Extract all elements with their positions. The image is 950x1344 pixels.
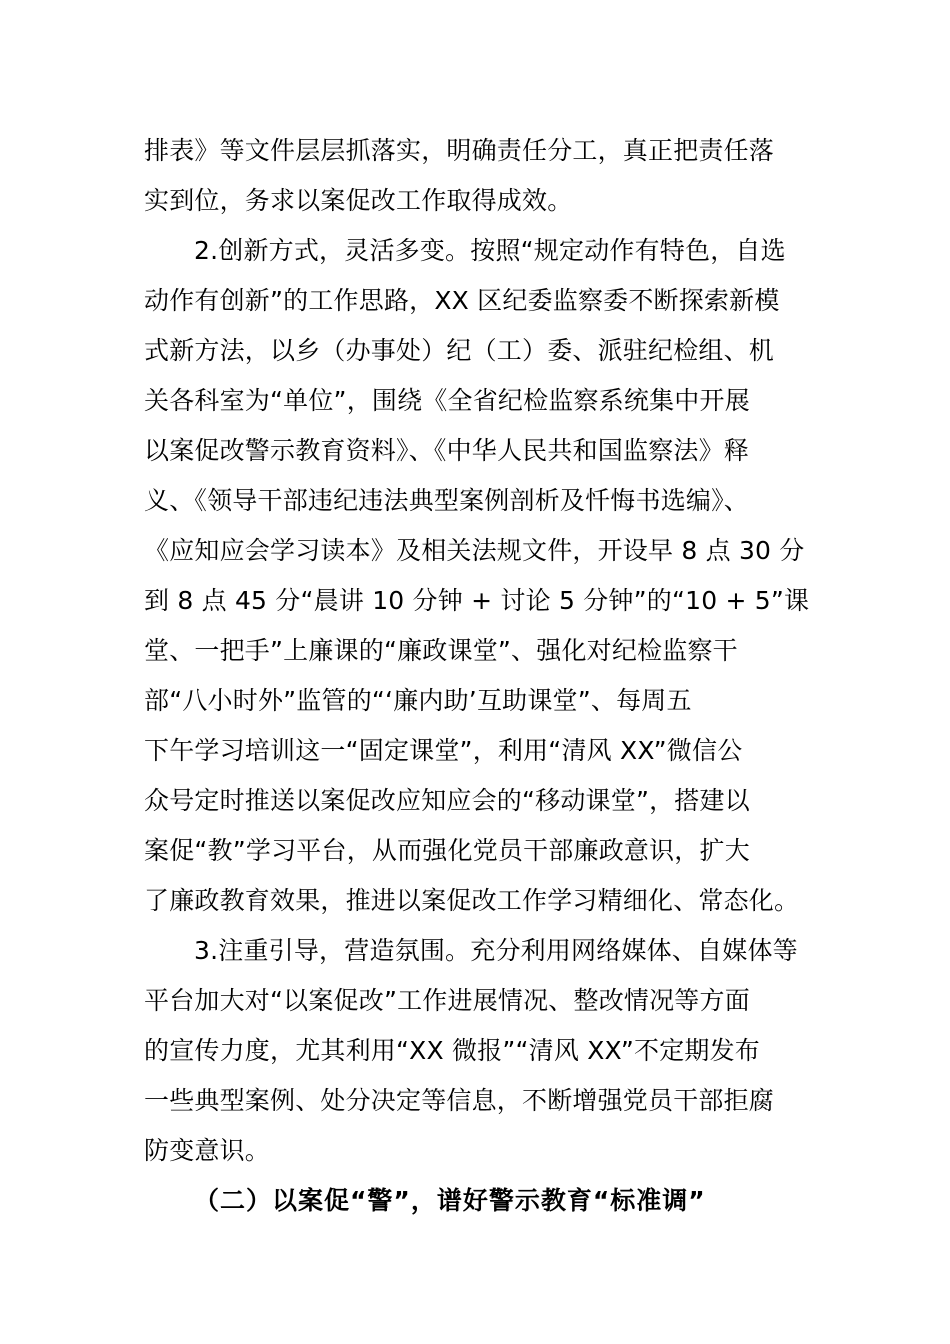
- text-line-15: 案促“教”学习平台，从而强化党员干部廉政意识，扩大: [144, 836, 750, 865]
- text-line-11: 堂、一把手”上廉课的“廉政课堂”、强化对纪检监察干: [144, 636, 738, 665]
- text-line-2: 实到位，务求以案促改工作取得成效。: [144, 186, 573, 215]
- text-line-17: 3.注重引导，营造氛围。充分利用网络媒体、自媒体等: [194, 936, 798, 965]
- text-line-3: 2.创新方式，灵活多变。按照“规定动作有特色，自选: [194, 236, 786, 265]
- text-line-12: 部“八小时外”监管的“‘廉内助’互助课堂”、每周五: [144, 686, 692, 715]
- text-line-19: 的宣传力度，尤其利用“XX 微报”“清风 XX”不定期发布: [144, 1036, 760, 1065]
- text-line-18: 平台加大对“以案促改”工作进展情况、整改情况等方面: [144, 986, 750, 1015]
- text-line-9: 《应知应会学习读本》及相关法规文件，开设早 8 点 30 分: [144, 536, 805, 565]
- text-line-10: 到 8 点 45 分“晨讲 10 分钟 + 讨论 5 分钟”的“10 + 5”课: [144, 586, 810, 615]
- text-line-5: 式新方法，以乡（办事处）纪（工）委、派驻纪检组、机: [144, 336, 775, 365]
- text-line-7: 以案促改警示教育资料》、《中华人民共和国监察法》释: [144, 436, 750, 465]
- text-line-13: 下午学习培训这一“固定课堂”，利用“清风 XX”微信公: [144, 736, 743, 765]
- text-line-16: 了廉政教育效果，推进以案促改工作学习精细化、常态化。: [144, 886, 800, 915]
- text-line-4: 动作有创新”的工作思路，XX 区纪委监察委不断探索新模: [144, 286, 780, 315]
- text-line-1: 排表》等文件层层抓落实，明确责任分工，真正把责任落: [144, 136, 775, 165]
- text-line-20: 一些典型案例、处分决定等信息，不断增强党员干部拒腐: [144, 1086, 775, 1115]
- text-line-8: 义、《领导干部违纪违法典型案例剖析及忏悔书选编》、: [144, 486, 750, 515]
- text-line-14: 众号定时推送以案促改应知应会的“移动课堂”，搭建以: [144, 786, 750, 815]
- section-heading: （二）以案促“警”，谱好警示教育“标准调”: [194, 1186, 706, 1215]
- text-line-21: 防变意识。: [144, 1136, 271, 1165]
- text-line-6: 关各科室为“单位”，围绕《全省纪检监察系统集中开展: [144, 386, 750, 415]
